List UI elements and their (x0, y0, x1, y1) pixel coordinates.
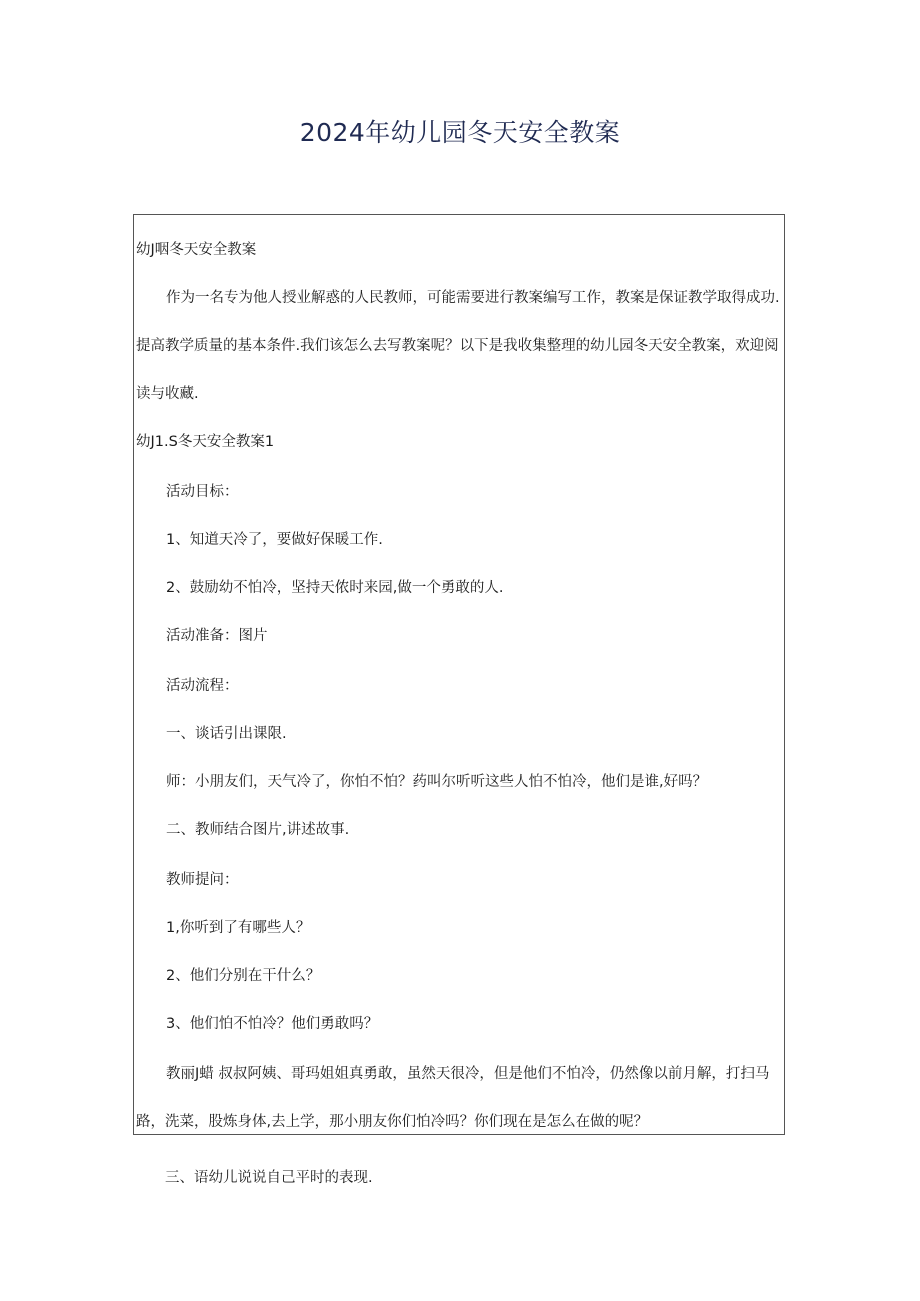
goal-item: 2、鼓励幼不怕冷，坚持天侬时来园,做一个勇敢的人. (166, 580, 504, 596)
paragraph-line: 读与收藏. (136, 386, 199, 402)
goal-item: 1、知道天冷了，要做好保暖工作. (166, 532, 383, 548)
lesson-heading: 幼J1.S冬天安全教案1 (136, 434, 275, 450)
activity-flow-label: 活动流程： (166, 678, 239, 694)
paragraph-line: 提高教学质量的基本条件.我们该怎么去写教案呢？以下是我收集整理的幼儿园冬天安全教案，欢迎阅 (136, 338, 779, 354)
activity-goal-label: 活动目标： (166, 484, 239, 500)
step-heading: 三、语幼儿说说自己平时的表现. (165, 1170, 373, 1186)
teacher-question-label: 教师提问： (166, 872, 239, 888)
question-item: 3、他们怕不怕冷？他们勇敢吗？ (166, 1016, 379, 1032)
step-heading: 一、谈话引出课限. (166, 726, 287, 742)
step-heading: 二、教师结合图片,讲述故事. (166, 822, 350, 838)
question-item: 1,你听到了有哪些人？ (166, 920, 311, 936)
paragraph-line: 路，洗菜，股炼身体,去上学，那小朋友你们怕冷吗？你们现在是怎么在做的呢？ (136, 1114, 649, 1130)
section-heading: 幼J咽冬天安全教案 (136, 242, 257, 258)
question-item: 2、他们分别在干什么？ (166, 968, 321, 984)
paragraph-line: 作为一名专为他人授业解惑的人民教师，可能需要进行教案编写工作，教案是保证教学取得成功. (166, 290, 780, 306)
activity-prep: 活动准备：图片 (166, 628, 268, 644)
document-title: 2024年幼儿园冬天安全教案 (299, 118, 621, 147)
content-box (133, 214, 785, 1135)
paragraph-line: 教丽J蜡 叔叔阿姨、哥玛姐姐真勇敢，虽然天很冷，但是他们不怕冷，仍然像以前月解，打扫马 (166, 1066, 770, 1082)
paragraph-line: 师：小朋友们，天气冷了，你怕不怕？药叫尔听听这些人怕不怕冷，他们是谁,好吗？ (166, 774, 708, 790)
